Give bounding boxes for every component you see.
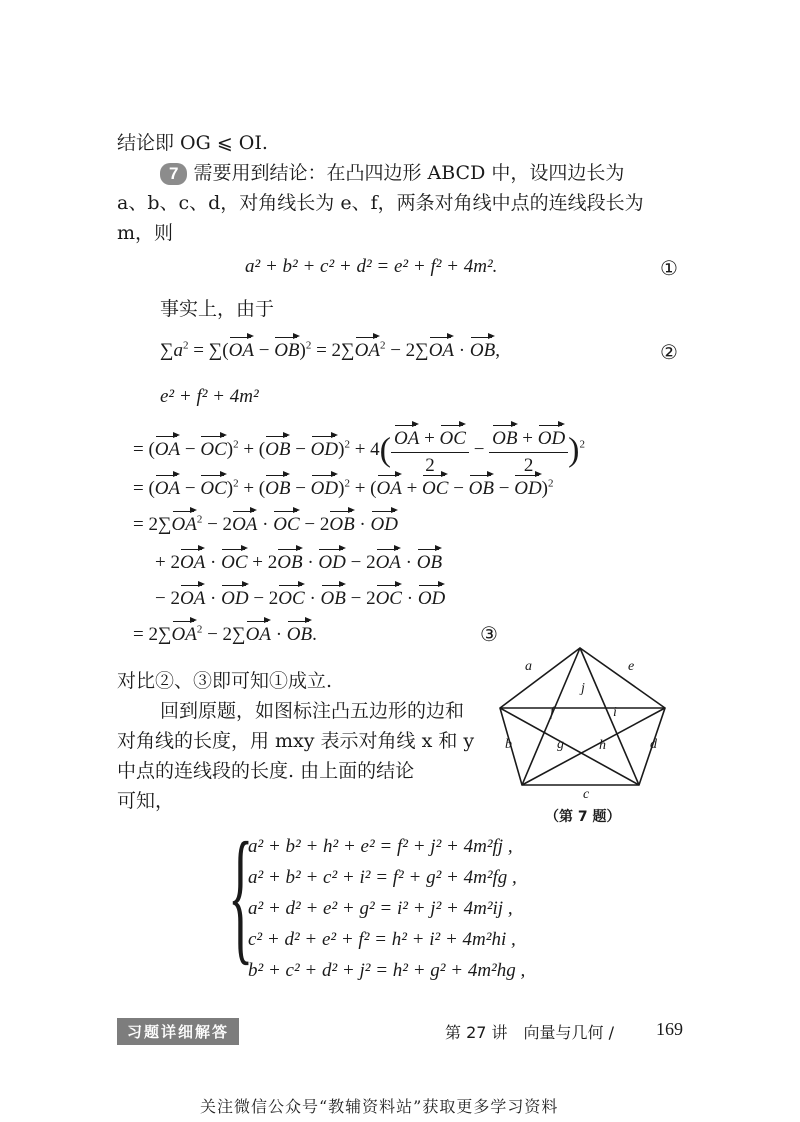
figure-caption: （第 7 题）: [545, 809, 621, 825]
back-line1: 回到原题，如图标注凸五边形的边和: [160, 700, 465, 722]
label-h: h: [599, 738, 606, 753]
fact-line: 事实上，由于: [160, 298, 275, 320]
equation-1-tag: ①: [660, 258, 678, 280]
equation-3-start: e² + f² + 4m²: [160, 386, 259, 407]
label-b: b: [505, 737, 512, 752]
label-g: g: [557, 737, 564, 752]
label-d: d: [650, 737, 657, 752]
equation-2-tag: ②: [660, 342, 678, 364]
label-f: f: [550, 705, 554, 720]
compare-line: 对比②、③即可知①成立.: [117, 670, 333, 692]
label-i: i: [613, 705, 617, 720]
system-eq-5: b² + c² + d² + j² = h² + g² + 4m²hg ,: [248, 960, 526, 981]
equation-3-line1: = (OA − OC)$^2$ + (OB − OD)$^2$ + 4( $\frac{OA + OC}{2}$ − $\frac{OB + OD}{2}$ )$^2$: [133, 424, 585, 477]
equation-3-line2: = (OA − OC)$^2$ + (OB − OD)$^2$ + (OA + OC − OB − OD)$^2$: [133, 474, 554, 500]
problem-intro-line1: 7 需要用到结论：在凸四边形 ABCD 中，设四边长为: [160, 160, 624, 186]
diagonal-h: [500, 708, 639, 785]
label-c: c: [583, 787, 590, 800]
system-eq-3: a² + d² + e² + g² = i² + j² + 4m²ij ,: [248, 898, 513, 919]
pentagon-figure: [495, 640, 685, 800]
equation-3-line6: = $2\sum OA^2 - 2\sum OA$ · OB.: [133, 620, 317, 646]
equation-3-line5: − 2OA · OD − 2OC · OB − 2OC · OD: [155, 584, 445, 610]
back-line2: 对角线的长度，用 mxy 表示对角线 x 和 y: [117, 730, 475, 752]
bottom-note: 关注微信公众号“教辅资料站”获取更多学习资料: [200, 1097, 559, 1116]
system-eq-2: a² + b² + c² + i² = f² + g² + 4m²fg ,: [248, 867, 517, 888]
back-line3: 中点的连线段的长度. 由上面的结论: [117, 760, 415, 782]
problem-number-badge: 7: [160, 163, 187, 185]
section-tag: 习题详细解答: [117, 1018, 239, 1045]
equation-2: $\sum a^2 = \sum(OA - OB)^2 = 2\sum OA^2 - 2\sum OA$ · OB,: [160, 336, 500, 362]
lecture-title: 第 27 讲 向量与几何 /: [445, 1023, 615, 1042]
equation-3-line3: = $2\sum OA^2 - 2OA$ · OC − 2OB · OD: [133, 510, 398, 536]
equation-3-line4: + 2OA · OC + 2OB · OD − 2OA · OB: [155, 548, 442, 574]
equation-1: a² + b² + c² + d² = e² + f² + 4m².: [245, 256, 498, 277]
problem-intro-line2: a、b、c、d，对角线长为 e、f，两条对角线中点的连线段长为: [117, 192, 644, 214]
conclusion-line: 结论即 OG ⩽ OI.: [117, 132, 268, 154]
page-number: 169: [656, 1019, 683, 1039]
system-eq-4: c² + d² + e² + f² = h² + i² + 4m²hi ,: [248, 929, 516, 950]
back-line4: 可知，: [117, 790, 175, 812]
system-brace: {: [228, 812, 254, 978]
equation-3-tag: ③: [480, 624, 498, 646]
label-a: a: [525, 659, 532, 674]
label-e: e: [628, 659, 635, 674]
label-j: j: [581, 681, 585, 696]
system-eq-1: a² + b² + h² + e² = f² + j² + 4m²fj ,: [248, 836, 513, 857]
problem-intro-line3: m，则: [117, 222, 174, 244]
